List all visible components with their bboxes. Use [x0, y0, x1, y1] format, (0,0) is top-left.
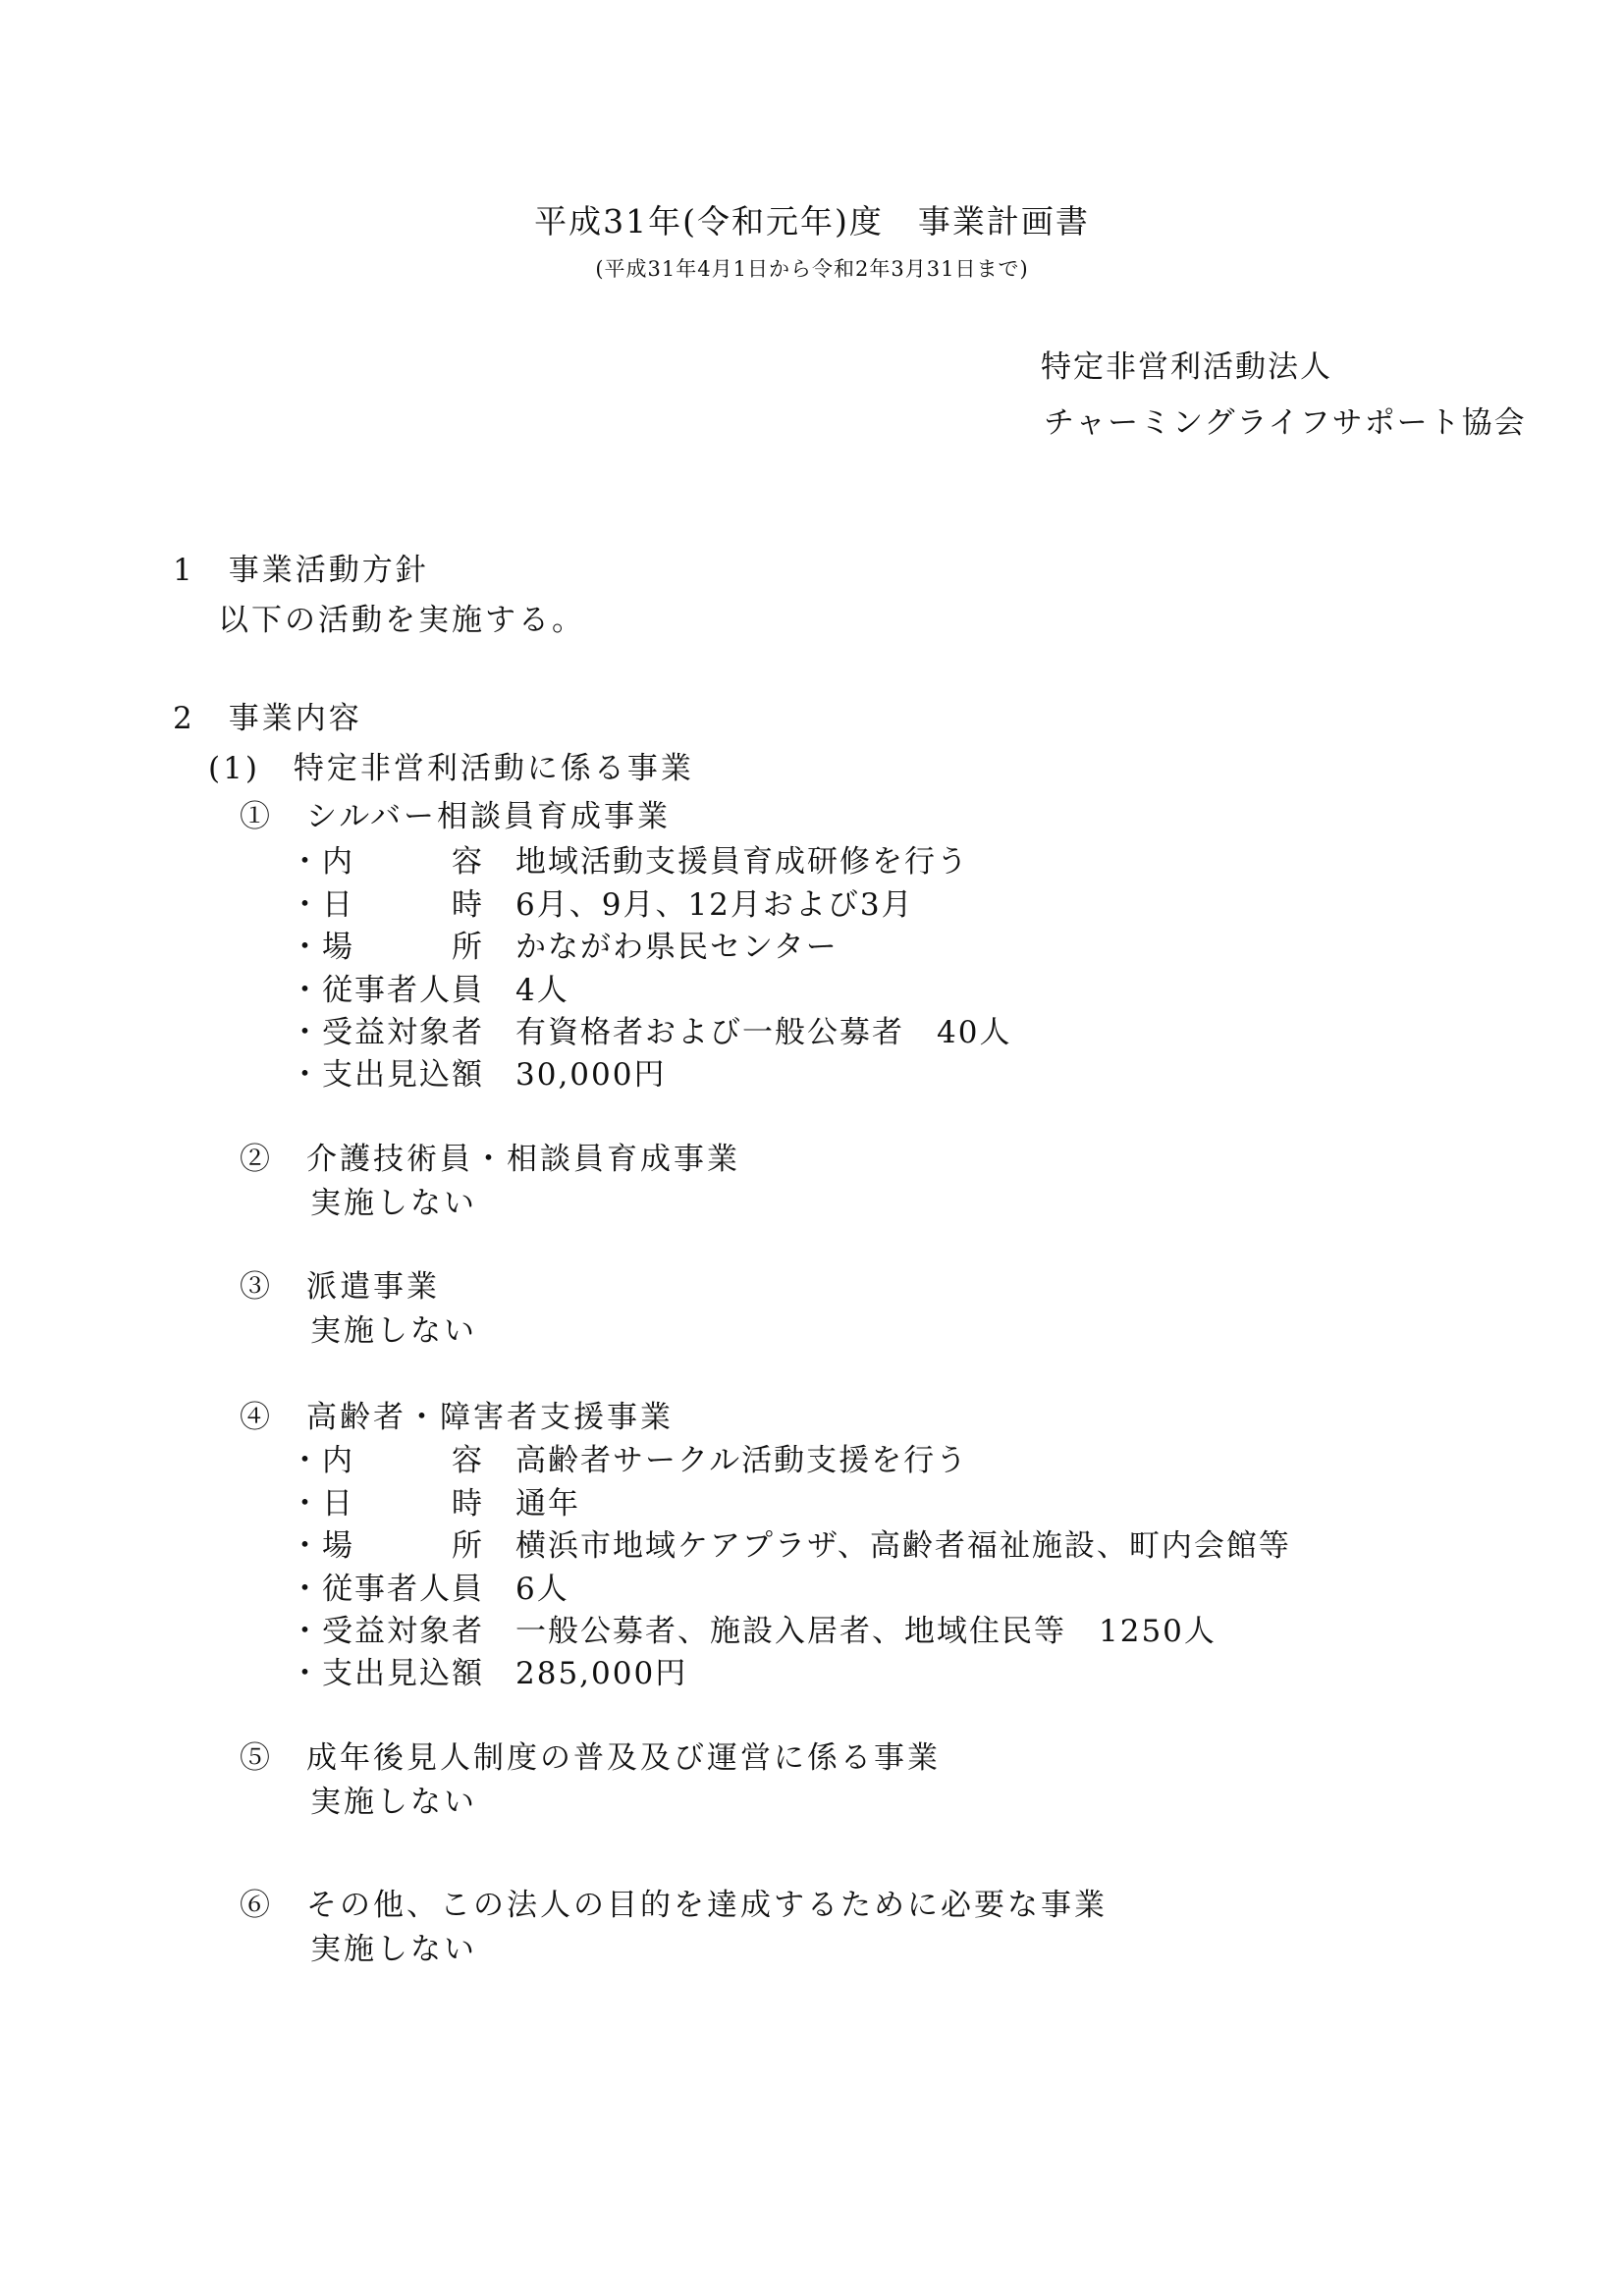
item-1-row-place [290, 922, 839, 966]
item-1-row-datetime [290, 880, 914, 924]
item-4-row-place [290, 1521, 1291, 1565]
row-value: 30,000円 [515, 1057, 667, 1093]
item-4-row-staff [290, 1564, 569, 1608]
item-1-row-staff [290, 965, 569, 1009]
item-3-note: 実施しない [310, 1313, 477, 1349]
item-6-title: ⑥ その他、この法人の目的を達成するために必要な事業 [240, 1888, 1108, 1923]
row-value: かながわ県民センター [515, 930, 839, 965]
row-label: ・内 容 [290, 1443, 484, 1478]
row-label: ・受益対象者 [290, 1614, 484, 1649]
section-2-heading: 2 事業内容 [173, 701, 362, 736]
row-value: 高齢者サークル活動支援を行う [515, 1443, 969, 1478]
item-2-title: ② 介護技術員・相談員育成事業 [240, 1142, 740, 1177]
item-5-note: 実施しない [310, 1785, 477, 1820]
org-type: 特定非営利活動法人 [1041, 349, 1332, 385]
section-1-heading: 1 事業活動方針 [173, 553, 429, 588]
row-value: 6人 [515, 1572, 569, 1607]
row-label: ・受益対象者 [290, 1015, 484, 1050]
subsection-1-heading: (1) 特定非営利活動に係る事業 [208, 751, 694, 786]
org-name: チャーミングライフサポート協会 [1044, 405, 1527, 441]
document-period: (平成31年4月1日から令和2年3月31日まで) [595, 257, 1029, 281]
item-6-note: 実施しない [310, 1932, 477, 1967]
item-4-row-expense [290, 1648, 687, 1692]
row-value: 6月、9月、12月および3月 [515, 887, 914, 923]
row-value: 有資格者および一般公募者 40人 [515, 1015, 1012, 1050]
row-value: 通年 [515, 1486, 580, 1522]
row-value: 4人 [515, 973, 569, 1008]
row-label: ・支出見込額 [290, 1057, 484, 1093]
row-value: 地域活動支援員育成研修を行う [515, 844, 969, 880]
item-4-title: ④ 高齢者・障害者支援事業 [240, 1400, 674, 1435]
document-title: 平成31年(令和元年)度 事業計画書 [534, 202, 1090, 240]
row-label: ・日 時 [290, 1486, 484, 1522]
row-value: 285,000円 [515, 1656, 688, 1691]
item-1-row-expense [290, 1049, 666, 1094]
item-1-title: ① シルバー相談員育成事業 [240, 799, 672, 834]
item-2-note: 実施しない [310, 1186, 477, 1221]
row-label: ・日 時 [290, 887, 484, 923]
item-4-row-beneficiaries [290, 1606, 1217, 1650]
item-1-row-beneficiaries [290, 1007, 1011, 1051]
item-1-row-content [290, 836, 969, 881]
item-4-row-content [290, 1435, 968, 1479]
row-value: 一般公募者、施設入居者、地域住民等 1250人 [515, 1614, 1217, 1649]
section-1-body: 以下の活動を実施する。 [218, 603, 585, 638]
row-label: ・支出見込額 [290, 1656, 484, 1691]
item-4-row-datetime [290, 1478, 580, 1522]
row-label: ・内 容 [290, 844, 484, 880]
row-label: ・従事者人員 [290, 1572, 484, 1607]
row-label: ・場 所 [290, 930, 484, 965]
row-label: ・場 所 [290, 1528, 484, 1564]
row-value: 横浜市地域ケアプラザ、高齢者福祉施設、町内会館等 [515, 1528, 1291, 1564]
item-3-title: ③ 派遣事業 [240, 1269, 440, 1305]
row-label: ・従事者人員 [290, 973, 484, 1008]
item-5-title: ⑤ 成年後見人制度の普及及び運営に係る事業 [240, 1740, 941, 1776]
